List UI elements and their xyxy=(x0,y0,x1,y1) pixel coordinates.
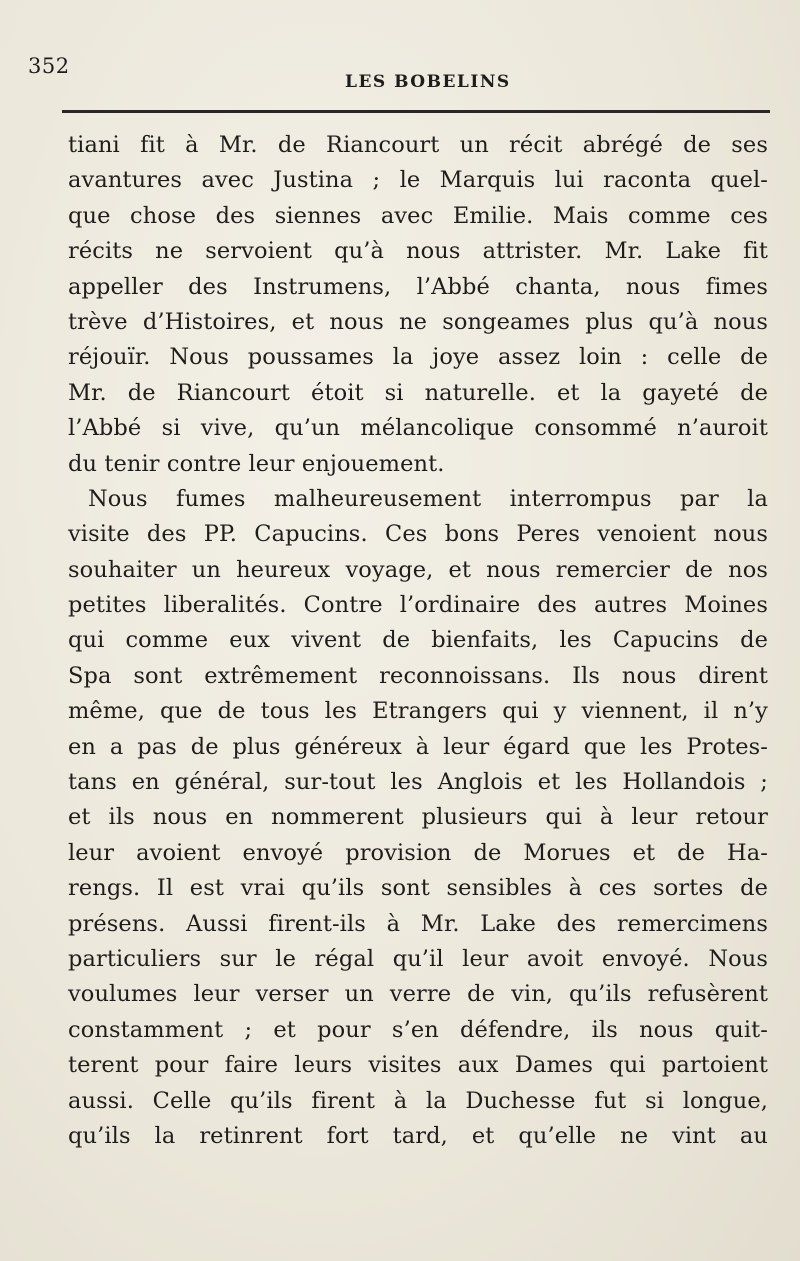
text-line: Spa sont extrêmement reconnoissans. Ils nous dirent xyxy=(68,662,768,689)
text-line: réjouïr. Nous poussames la joye assez loin : celle de xyxy=(68,344,768,371)
text-line: appeller des Instrumens, l’Abbé chanta, nous fimes xyxy=(68,273,768,300)
text-line: souhaiter un heureux voyage, et nous remercier de nos xyxy=(68,556,768,583)
header-rule xyxy=(62,110,770,113)
text-line: tiani fit à Mr. de Riancourt un récit abrégé de ses xyxy=(68,132,768,158)
text-line: qu’ils la retinrent fort tard, et qu’elle ne vint au xyxy=(68,1122,768,1149)
text-line: Mr. de Riancourt étoit si naturelle. et la gayeté de xyxy=(68,379,768,406)
text-line: visite des PP. Capucins. Ces bons Peres venoient nous xyxy=(68,521,768,548)
text-line: rengs. Il est vrai qu’ils sont sensibles à ces sortes de xyxy=(68,875,768,902)
text-line: du tenir contre leur enjouement. xyxy=(68,450,445,477)
text-line: terent pour faire leurs visites aux Dames qui partoient xyxy=(68,1052,768,1079)
text-line: récits ne servoient qu’à nous attrister. Mr. Lake fit xyxy=(68,238,768,265)
text-line: avantures avec Justina ; le Marquis lui raconta quel- xyxy=(68,167,768,194)
text-line: aussi. Celle qu’ils firent à la Duchesse fut si longue, xyxy=(68,1087,768,1114)
body-text xyxy=(68,128,768,1154)
text-line: tans en général, sur-tout les Anglois et les Hollandois ; xyxy=(68,769,768,796)
text-line: même, que de tous les Etrangers qui y viennent, il n’y xyxy=(68,698,768,725)
text-line: voulumes leur verser un verre de vin, qu’ils refusèrent xyxy=(68,981,768,1008)
text-line: présens. Aussi firent-ils à Mr. Lake des remercimens xyxy=(68,910,768,937)
text-line: que chose des siennes avec Emilie. Mais comme ces xyxy=(68,202,768,229)
text-line: trève d’Histoires, et nous ne songeames plus qu’à nous xyxy=(68,308,768,335)
text-line: leur avoient envoyé provision de Morues et de Ha- xyxy=(68,839,768,866)
page-number: 352 xyxy=(28,54,70,78)
text-line: petites liberalités. Contre l’ordinaire des autres Moines xyxy=(68,592,768,619)
text-line: qui comme eux vivent de bienfaits, les Capucins de xyxy=(68,627,768,654)
text-line: l’Abbé si vive, qu’un mélancolique consommé n’auroit xyxy=(68,415,768,442)
text-line: en a pas de plus généreux à leur égard que les Protes- xyxy=(68,733,768,760)
text-line: particuliers sur le régal qu’il leur avoit envoyé. Nous xyxy=(68,945,768,972)
text-line: Nous fumes malheureusement interrompus par la xyxy=(88,485,768,512)
text-line: et ils nous en nommerent plusieurs qui à leur retour xyxy=(68,804,768,831)
text-line: constamment ; et pour s’en défendre, ils nous quit- xyxy=(68,1016,768,1043)
running-head: LES BOBELINS xyxy=(345,72,511,92)
